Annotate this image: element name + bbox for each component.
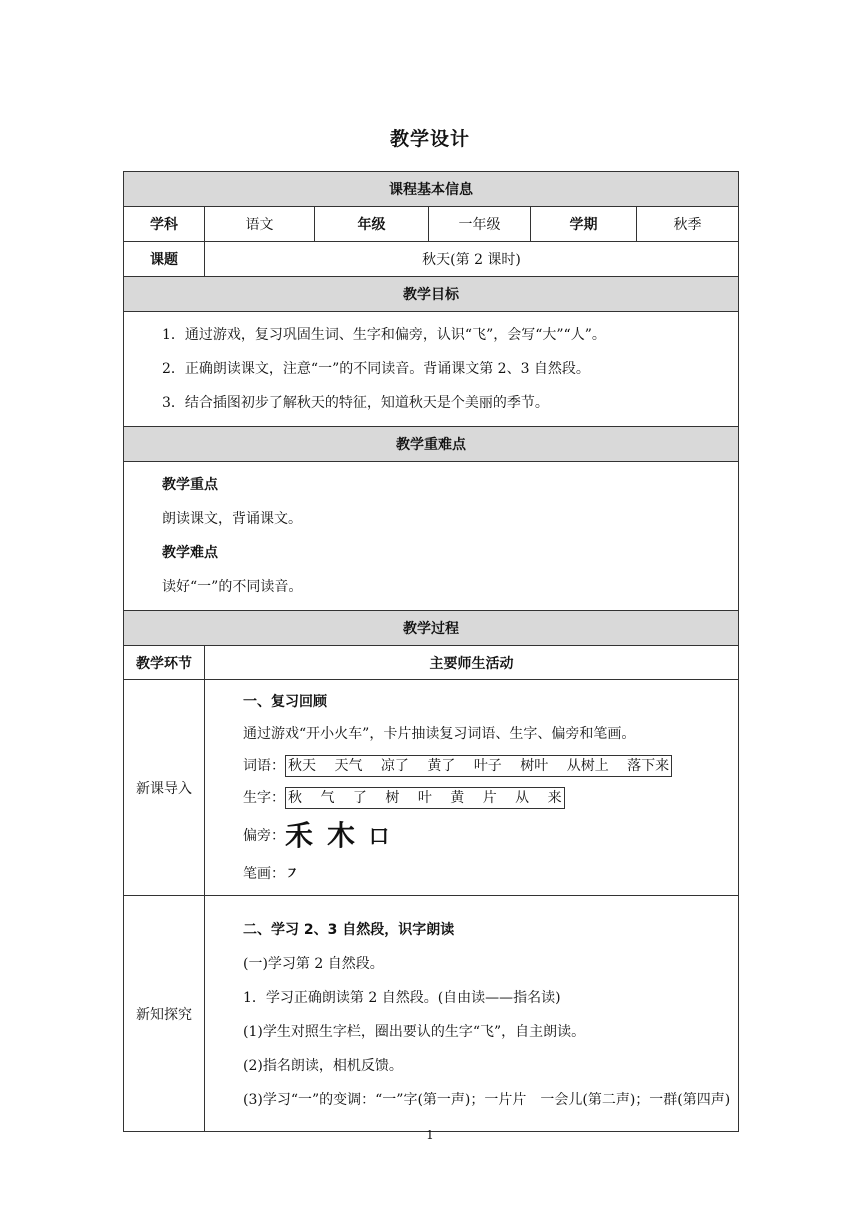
document-title: 教学设计 <box>389 128 470 150</box>
radicals-row <box>243 814 732 858</box>
keypoints-content <box>124 462 739 611</box>
char-card: 片 <box>482 789 497 806</box>
radical: 木 <box>327 818 356 852</box>
page-number: 1 <box>426 1128 434 1142</box>
process-col-activities: 主要师生活动 <box>205 646 739 680</box>
topic-label: 课题 <box>124 242 205 277</box>
stage2-heading: 二、学习 2、3 自然段，识字朗读 <box>243 921 455 938</box>
stage2-content <box>205 896 739 1132</box>
subject-value: 语文 <box>205 207 315 242</box>
grade-label: 年级 <box>315 207 429 242</box>
stage1-heading: 一、复习回顾 <box>243 693 327 710</box>
char-card: 秋 <box>288 789 302 806</box>
char-card: 黄 <box>450 789 465 806</box>
words-box <box>285 755 672 777</box>
word-card: 落下来 <box>627 757 670 774</box>
words-row <box>243 750 732 782</box>
stage2-line: (2)指名朗读，相机反馈。 <box>243 1057 403 1074</box>
lesson-plan-table <box>123 171 739 1132</box>
stage1-intro: 通过游戏“开小火车”，卡片抽读复习词语、生字、偏旁和笔画。 <box>243 725 636 742</box>
stage2-line: (1)学生对照生字栏，圈出要认的生字“飞”，自主朗读。 <box>243 1023 586 1040</box>
section-header-basic-info: 课程基本信息 <box>124 172 739 207</box>
difficulty-title: 教学难点 <box>162 545 218 561</box>
radicals-label: 偏旁： <box>243 827 285 844</box>
topic-row <box>124 242 739 277</box>
basic-info-row <box>124 207 739 242</box>
stroke: ㇇ <box>285 865 299 882</box>
section-header-process: 教学过程 <box>124 611 739 646</box>
chars-box <box>285 787 565 809</box>
stage1-content <box>205 680 739 896</box>
stage2-line-last: (3)学习“一”的变调：“一”字(第一声)；一片片 一会儿(第二声)；一群(第四声) <box>243 1091 731 1108</box>
goals-content <box>124 312 739 427</box>
char-card: 叶 <box>417 789 432 806</box>
strokes-row <box>243 858 732 890</box>
process-col-stage: 教学环节 <box>124 646 205 680</box>
word-card: 秋天 <box>288 757 316 774</box>
section-header-keypoints: 教学重难点 <box>124 427 739 462</box>
word-card: 树叶 <box>520 757 549 774</box>
stage2-name: 新知探究 <box>124 896 205 1132</box>
words-label: 词语： <box>243 757 285 774</box>
word-card: 叶子 <box>473 757 502 774</box>
grade-value: 一年级 <box>429 207 531 242</box>
word-card: 黄了 <box>427 757 456 774</box>
term-label: 学期 <box>531 207 637 242</box>
stage2-line: 1．学习正确朗读第 2 自然段。(自由读——指名读) <box>243 989 561 1006</box>
focus-title: 教学重点 <box>162 477 218 493</box>
strokes-label: 笔画： <box>243 865 285 882</box>
chars-row <box>243 782 732 814</box>
char-card: 树 <box>385 789 400 806</box>
word-card: 天气 <box>334 757 363 774</box>
topic-value: 秋天(第 2 课时) <box>205 242 739 277</box>
focus-text: 朗读课文，背诵课文。 <box>162 511 302 527</box>
word-card: 凉了 <box>380 757 409 774</box>
term-value: 秋季 <box>637 207 739 242</box>
stage1-name: 新课导入 <box>124 680 205 896</box>
chars-label: 生字： <box>243 789 285 806</box>
char-card: 来 <box>547 789 562 806</box>
goal-item: 1．通过游戏，复习巩固生词、生字和偏旁，认识“飞”，会写“大”“人”。 <box>162 327 606 343</box>
section-header-goals: 教学目标 <box>124 277 739 312</box>
subject-label: 学科 <box>124 207 205 242</box>
radical: 口 <box>369 823 390 848</box>
stage2-line: (一)学习第 2 自然段。 <box>243 955 384 972</box>
word-card: 从树上 <box>566 757 609 774</box>
goal-item: 2．正确朗读课文，注意“一”的不同读音。背诵课文第 2、3 自然段。 <box>162 361 590 377</box>
char-card: 从 <box>515 789 530 806</box>
goal-item: 3．结合插图初步了解秋天的特征，知道秋天是个美丽的季节。 <box>162 395 549 411</box>
radical: 禾 <box>285 818 314 852</box>
char-card: 气 <box>320 789 335 806</box>
difficulty-text: 读好“一”的不同读音。 <box>162 579 303 595</box>
char-card: 了 <box>352 789 367 806</box>
